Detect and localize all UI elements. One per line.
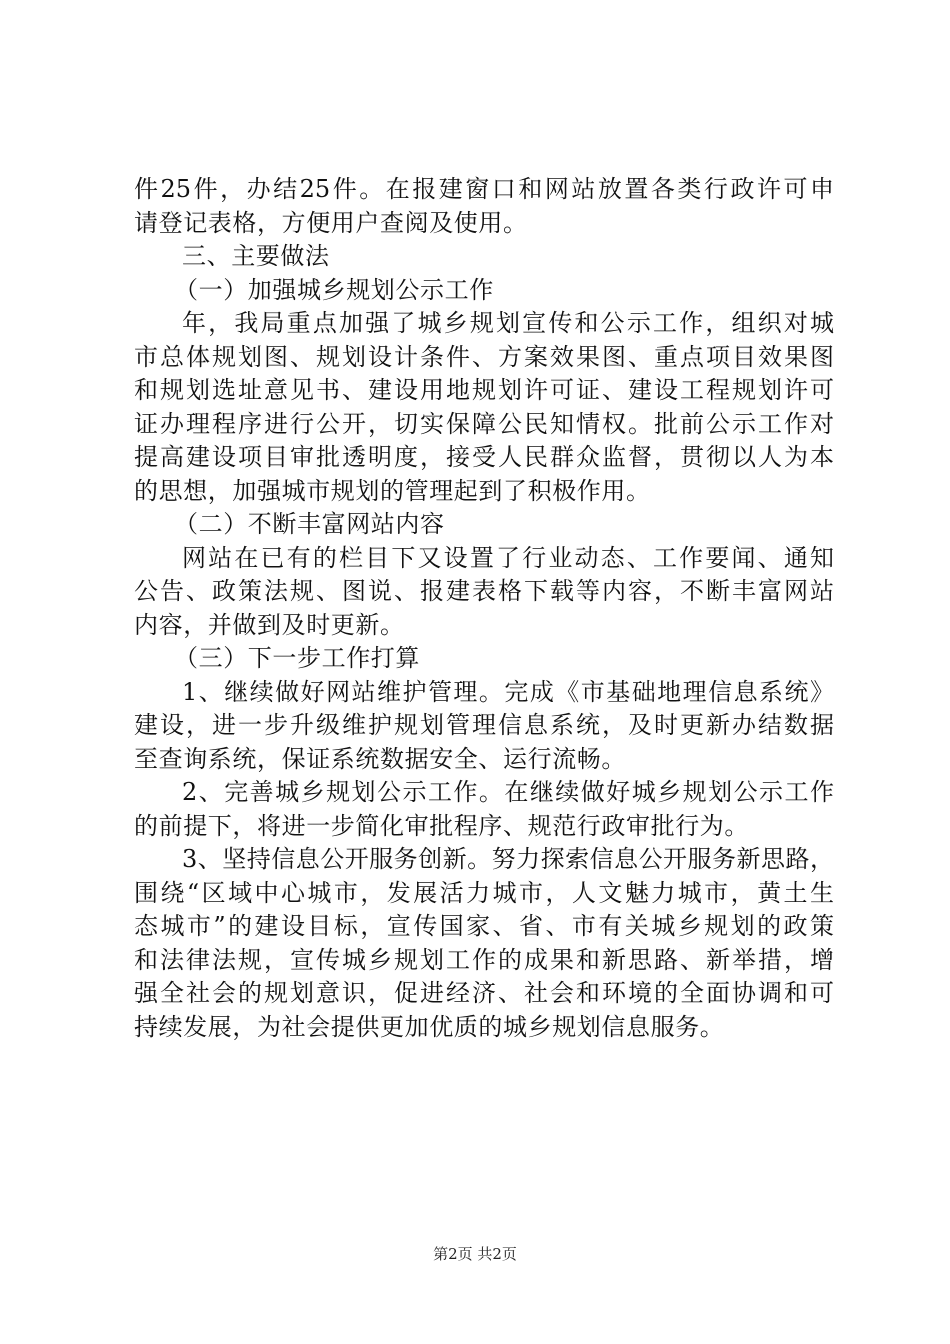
text-line: 网站在已有的栏目下又设置了行业动态、工作要闻、通知 (182, 543, 834, 572)
text-line: 年，我局重点加强了城乡规划宣传和公示工作，组织对城 (182, 309, 834, 337)
text-line: 和法律法规，宣传城乡规划工作的成果和新思路、新举措，增 (134, 945, 834, 974)
page-footer: 第2页 共2页 (433, 1245, 517, 1263)
text-line: （一）加强城乡规划公示工作 (174, 275, 494, 304)
text-line: 提高建设项目审批透明度，接受人民群众监督，贯彻以人为本 (134, 443, 834, 471)
text-line: 至查询系统，保证系统数据安全、运行流畅。 (134, 744, 626, 773)
document-body (134, 173, 834, 1044)
text-line: 1、继续做好网站维护管理。完成《市基础地理信息系统》 (182, 677, 834, 706)
text-line: 和规划选址意见书、建设用地规划许可证、建设工程规划许可 (134, 376, 834, 404)
text-line: 请登记表格，方便用户查阅及使用。 (134, 208, 528, 237)
text-line: 公告、政策法规、图说、报建表格下载等内容，不断丰富网站 (134, 577, 834, 605)
text-line: 持续发展，为社会提供更加优质的城乡规划信息服务。 (134, 1012, 725, 1041)
text-line: 三、主要做法 (182, 242, 330, 270)
text-line: 围绕“区域中心城市，发展活力城市，人文魅力城市，黄土生 (134, 878, 834, 907)
text-line: （二）不断丰富网站内容 (174, 510, 445, 538)
text-line: 的前提下，将进一步简化审批程序、规范行政审批行为。 (134, 811, 749, 840)
text-line: 态城市”的建设目标，宣传国家、省、市有关城乡规划的政策 (134, 912, 834, 940)
text-line: 件25件，办结25件。在报建窗口和网站放置各类行政许可申 (134, 175, 834, 203)
text-line: 的思想，加强城市规划的管理起到了积极作用。 (134, 476, 651, 505)
text-line: 2、完善城乡规划公示工作。在继续做好城乡规划公示工作 (182, 778, 834, 806)
text-line: 强全社会的规划意识，促进经济、社会和环境的全面协调和可 (134, 979, 834, 1007)
text-line: 建设，进一步升级维护规划管理信息系统，及时更新办结数据 (134, 711, 834, 739)
text-line: （三）下一步工作打算 (174, 644, 420, 672)
text-line: 市总体规划图、规划设计条件、方案效果图、重点项目效果图 (134, 342, 834, 371)
text-line: 内容，并做到及时更新。 (134, 610, 405, 639)
text-line: 3、坚持信息公开服务创新。努力探索信息公开服务新思路， (182, 845, 834, 873)
text-line: 证办理程序进行公开，切实保障公民知情权。批前公示工作对 (134, 409, 834, 438)
